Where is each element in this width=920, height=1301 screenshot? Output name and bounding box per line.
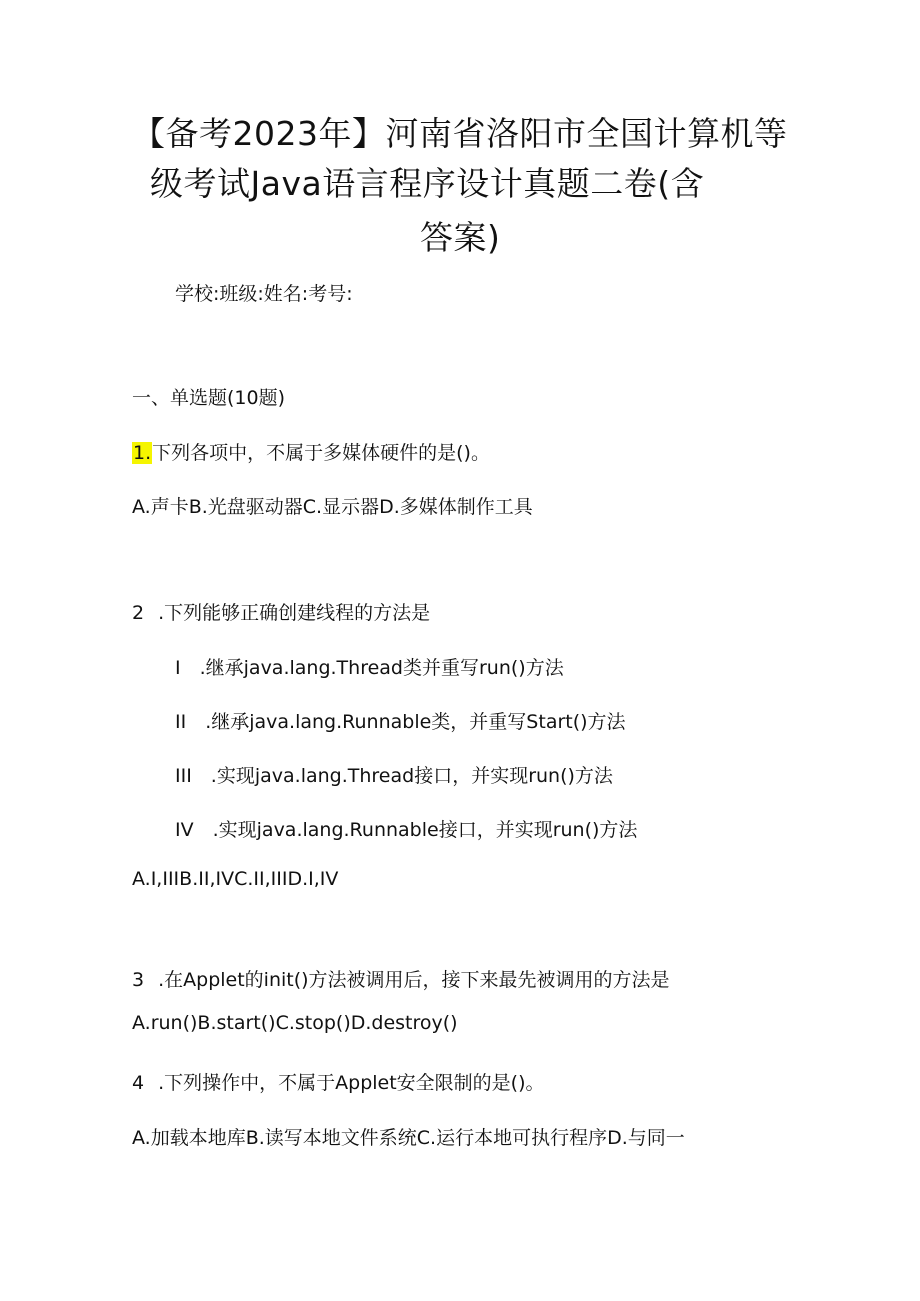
question-2-options: A.I,IIIB.II,IVC.II,IIID.I,IV	[132, 868, 339, 890]
question-2-item-1: I .继承java.lang.Thread类并重写run()方法	[175, 657, 564, 679]
question-1-options: A.声卡B.光盘驱动器C.显示器D.多媒体制作工具	[132, 496, 533, 518]
section-heading: 一、单选题(10题)	[132, 387, 286, 409]
question-2-item-3: III .实现java.lang.Thread接口，并实现run()方法	[175, 765, 613, 787]
question-3	[132, 967, 670, 993]
question-3-options: A.run()B.start()C.stop()D.destroy()	[132, 1012, 458, 1034]
question-2-item-2: II .继承java.lang.Runnable类，并重写Start()方法	[175, 711, 626, 733]
student-info-line: 学校:班级:姓名:考号:	[175, 283, 353, 305]
title-line-3: 答案)	[420, 218, 501, 257]
question-4-options: A.加载本地库B.读写本地文件系统C.运行本地可执行程序D.与同一	[132, 1127, 685, 1149]
question-2-number: 2	[132, 602, 145, 624]
question-1	[132, 440, 490, 466]
question-4-text: .下列操作中，不属于Applet安全限制的是()。	[158, 1072, 545, 1094]
question-4	[132, 1070, 545, 1096]
question-3-number: 3	[132, 969, 145, 991]
question-3-text: .在Applet的init()方法被调用后，接下来最先被调用的方法是	[158, 969, 670, 991]
title-line-2: 级考试Java语言程序设计真题二卷(含	[150, 164, 705, 203]
question-1-number: 1.	[133, 442, 152, 464]
question-1-text: 下列各项中，不属于多媒体硬件的是()。	[152, 442, 490, 464]
question-2	[132, 600, 430, 626]
question-4-number: 4	[132, 1072, 145, 1094]
question-2-text: .下列能够正确创建线程的方法是	[158, 602, 431, 624]
title-line-1: 【备考2023年】河南省洛阳市全国计算机等	[132, 114, 788, 153]
question-2-item-4: IV .实现java.lang.Runnable接口，并实现run()方法	[175, 819, 638, 841]
